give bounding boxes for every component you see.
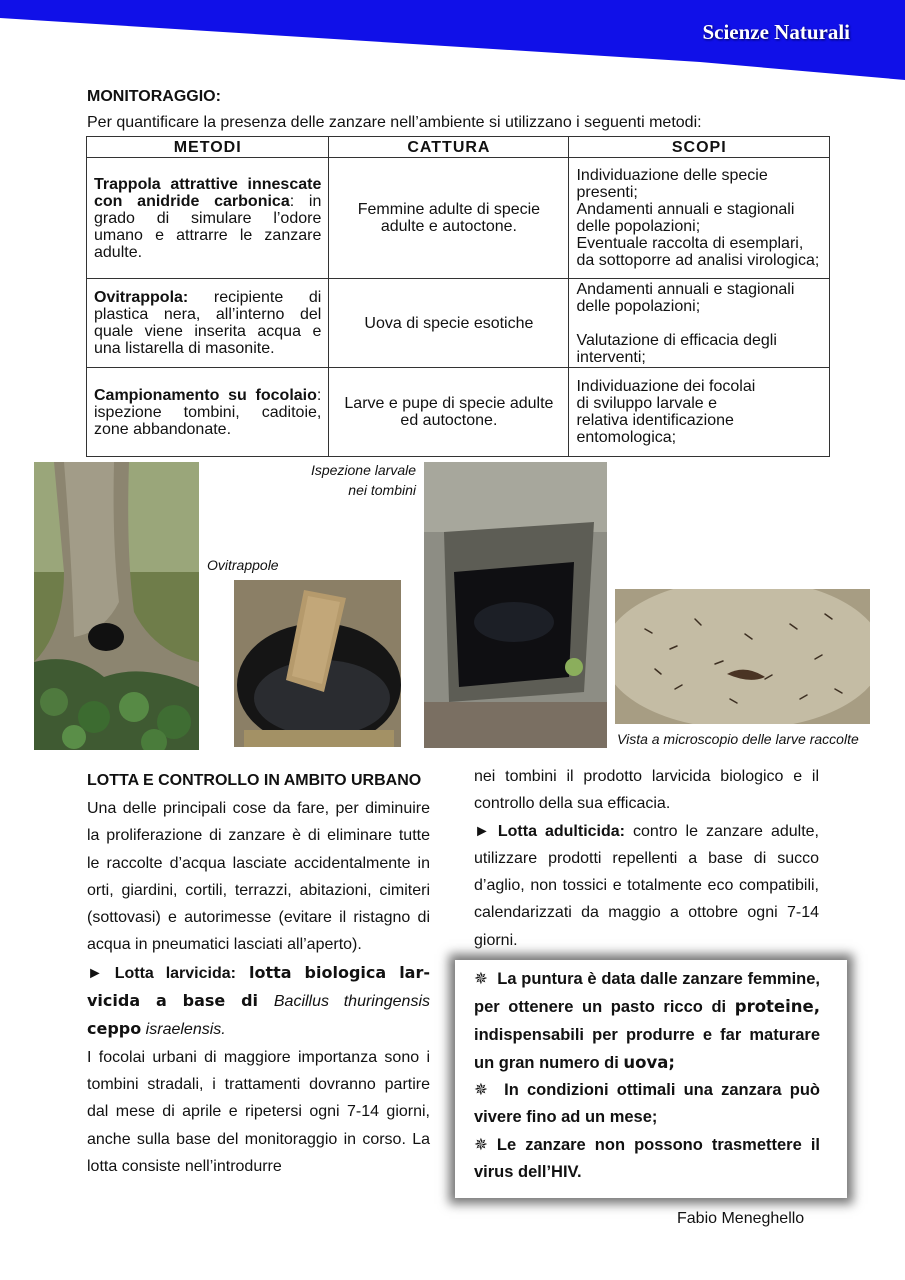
larvicide-paragraph: ► Lotta larvicida: lotta biologica larvicida a base di Bacillus thuringensis ceppo israelensis. bbox=[87, 962, 430, 1039]
microscope-caption: Vista a microscopio delle larve raccolte bbox=[617, 731, 859, 747]
author-name: Fabio Meneghello bbox=[677, 1210, 805, 1227]
facts-content bbox=[474, 966, 820, 1186]
header-banner bbox=[0, 0, 905, 80]
tree-ovitrap-photo bbox=[34, 462, 199, 750]
mosquito-icon: ✵ bbox=[474, 1081, 488, 1100]
section-title: Scienze Naturali bbox=[702, 20, 850, 44]
monitoring-title: MONITORAGGIO: bbox=[87, 88, 221, 105]
column-header: CATTURA bbox=[329, 137, 569, 158]
control-paragraph-3: I focolai urbani di maggiore importanza sono i tombini stradali, i trattamenti dovranno partire dal mese di aprile e ripetersi ogni 7-14 giorni, anche sulla base del monitoraggio in corso. La lotta consiste nell’introdurre bbox=[87, 1048, 430, 1175]
fact-item: ✵ In condizioni ottimali una zanzara può vivere fino ad un mese; bbox=[474, 1081, 821, 1127]
method-cell: Campionamento su focolaio: ispezione tombini, caditoie, zone abbandonate. bbox=[87, 368, 329, 457]
larvae-microscope-photo bbox=[615, 589, 870, 724]
ovitrap-bucket-photo bbox=[234, 580, 401, 747]
larval-inspection-caption: Ispezione larvale nei tombini bbox=[310, 462, 416, 498]
adulticide-paragraph: ► Lotta adulticida: contro le zanzare adulte, utilizzare prodotti repellenti a base di succo d’aglio, non tossici e totalmente eco compatibili, calendarizzati da maggio a ottobre ogni 7-14 giorni. bbox=[474, 822, 819, 949]
mosquito-icon: ✵ bbox=[474, 1135, 488, 1154]
table-row bbox=[87, 158, 830, 279]
fact-item: ✵ La puntura è data dalle zanzare femmine, per ottenere un pasto ricco di proteine, indispensabili per produrre e far maturare un gran numero di uova; bbox=[474, 970, 821, 1072]
capture-cell: Larve e pupe di specie adulte ed autoctone. bbox=[329, 368, 569, 457]
capture-cell: Femmine adulte di specie adulte e autoctone. bbox=[329, 158, 569, 279]
purposes-cell: Individuazione dei focolai di sviluppo larvale e relativa identificazione entomologica; bbox=[569, 368, 830, 457]
capture-cell: Uova di specie esotiche bbox=[329, 279, 569, 368]
column-header: SCOPI bbox=[569, 137, 830, 158]
facts-box bbox=[455, 960, 847, 1198]
control-paragraph-1: Una delle principali cose da fare, per diminuire la proliferazione di zanzare è di eliminare tutte le raccolte d’acqua lasciate accidentalmente in orti, giardini, cortili, terrazzi, abitazioni, cimiteri (sottovasi) e autorimesse (evitare il ristagno di acqua in pneumatici lasciati all’aperto). bbox=[87, 800, 430, 954]
control-title: LOTTA E CONTROLLO IN AMBITO URBANO bbox=[87, 772, 422, 789]
table-row bbox=[87, 368, 830, 457]
column-header: METODI bbox=[87, 137, 329, 158]
left-column bbox=[87, 770, 430, 1180]
table-header-row bbox=[87, 137, 830, 158]
fact-item: ✵ Le zanzare non possono trasmettere il virus dell’HIV. bbox=[474, 1135, 820, 1182]
purposes-cell: Individuazione delle specie presenti; Andamenti annuali e stagionali delle popolazioni; Eventuale raccolta di esemplari, da sottoporre ad analisi virologica; bbox=[569, 158, 830, 279]
purposes-cell: Andamenti annuali e stagionali delle popolazioni; Valutazione di efficacia degli interventi; bbox=[569, 279, 830, 368]
ovitrap-caption: Ovitrappole bbox=[207, 557, 279, 573]
methods-table bbox=[86, 136, 830, 457]
method-cell: Ovitrappola: recipiente di plastica nera, all’interno del quale viene inserita acqua e una listarella di masonite. bbox=[87, 279, 329, 368]
monitoring-intro: Per quantificare la presenza delle zanzare nell’ambiente si utilizzano i seguenti metodi: bbox=[87, 114, 702, 131]
manhole-photo bbox=[424, 462, 607, 748]
mosquito-icon: ✵ bbox=[474, 970, 488, 988]
table-row bbox=[87, 279, 830, 368]
control-continuation: nei tombini il prodotto larvicida biologico e il controllo della sua efficacia. bbox=[474, 768, 819, 813]
method-cell: Trappola attrattive innescate con anidride carbonica: in grado di simulare l’odore umano e attrarre le zanzare adulte. bbox=[87, 158, 329, 279]
right-column bbox=[474, 763, 819, 954]
